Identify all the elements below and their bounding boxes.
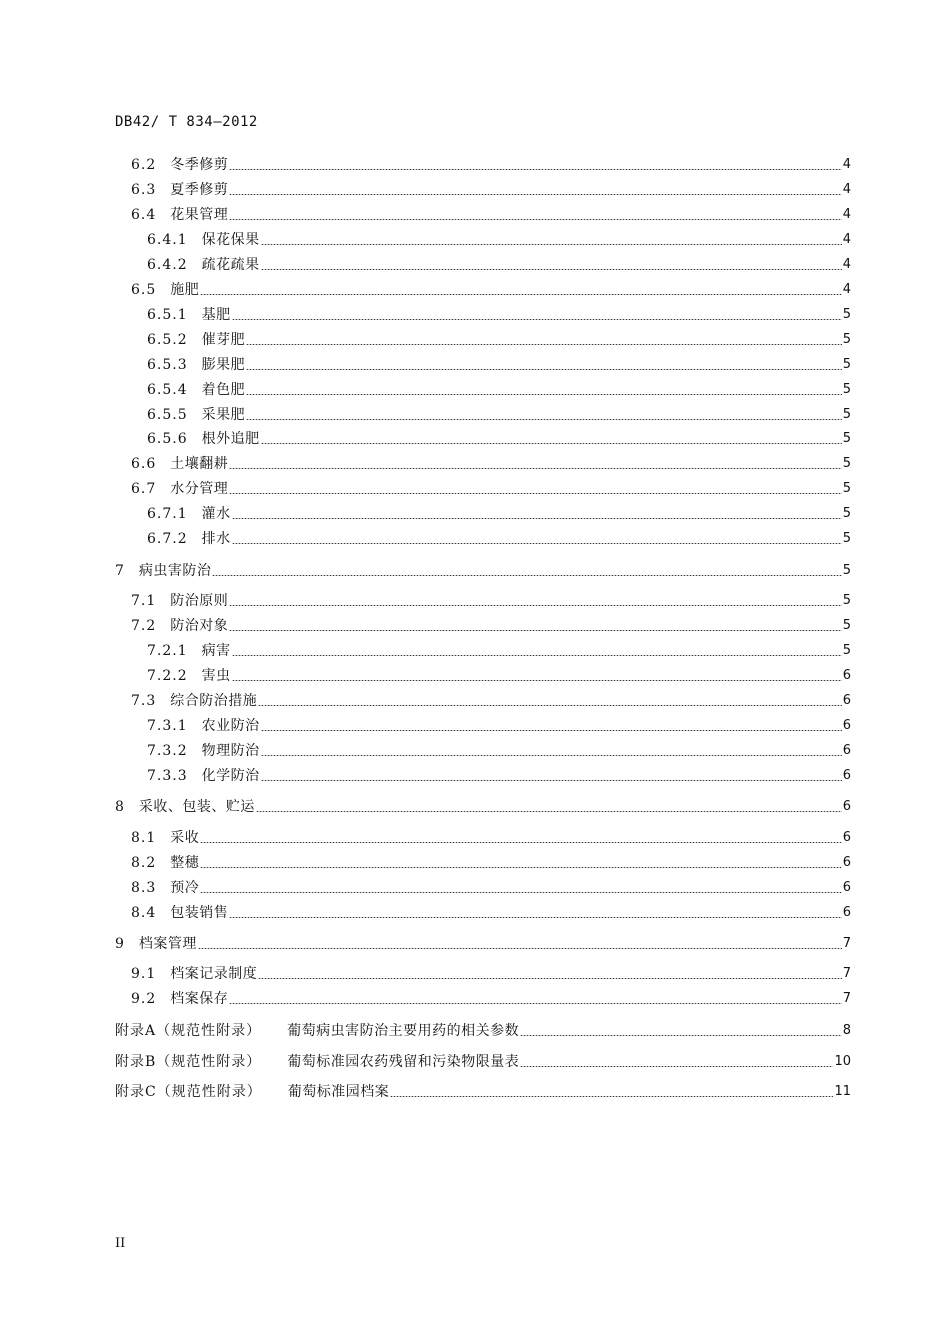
toc-entry[interactable] [131,853,851,873]
toc-entry[interactable] [131,616,851,636]
toc-entry-title: 防治对象 [170,618,229,634]
toc-entry-appendix-b[interactable] [115,1052,851,1072]
dot-leader [261,755,842,756]
toc-entry-number: 7.1 [131,593,157,609]
toc-entry-title: 综合防治措施 [170,693,258,709]
toc-entry-page: 7 [842,966,851,981]
dot-leader [200,892,841,893]
toc-entry-page: 11 [834,1084,851,1099]
toc-entry-number: 6.5.5 [147,407,188,423]
toc-entry-number: 6.5.2 [147,332,188,348]
toc-entry-page: 7 [842,991,851,1006]
toc-entry[interactable] [147,716,851,736]
toc-entry-page: 5 [842,506,851,521]
toc-entry-page: 5 [842,382,851,397]
toc-entry-page: 6 [842,799,851,814]
dot-leader [229,1003,841,1004]
toc-entry-title: 档案保存 [170,991,229,1007]
toc-entry-number: 6.4 [131,207,157,223]
toc-entry-page: 5 [842,531,851,546]
toc-entry-title: 根外追肥 [201,431,260,447]
toc-entry[interactable] [131,691,851,711]
dot-leader [232,680,842,681]
toc-entry-title: 农业防治 [201,718,260,734]
toc-entry-page: 6 [842,830,851,845]
dot-leader [520,1035,842,1036]
toc-entry-number: 8.4 [131,905,157,921]
toc-entry-title: 灌水 [201,506,231,522]
document-code: DB42/ T 834—2012 [115,114,258,130]
toc-entry-number: 6.7 [131,481,157,497]
toc-entry[interactable] [147,380,851,400]
dot-leader [246,344,842,345]
toc-entry[interactable] [147,405,851,425]
toc-entry[interactable] [147,305,851,325]
toc-entry[interactable] [115,797,851,817]
toc-entry-number: 6.7.2 [147,531,188,547]
toc-entry[interactable] [131,180,851,200]
toc-entry-title: 整穗 [170,855,200,871]
toc-entry-number: 9.1 [131,966,157,982]
dot-leader [261,244,842,245]
toc-entry-title: 档案管理 [138,936,197,952]
toc-entry[interactable] [131,989,851,1009]
toc-entry-number: 6.5 [131,282,157,298]
dot-leader [246,369,842,370]
dot-leader [261,730,842,731]
dot-leader [229,468,841,469]
toc-entry[interactable] [147,230,851,250]
toc-entry-page: 6 [842,855,851,870]
dot-leader [200,867,841,868]
toc-entry-page: 6 [842,668,851,683]
toc-entry[interactable] [147,741,851,761]
toc-entry-title: 保花保果 [201,232,260,248]
dot-leader [229,917,841,918]
toc-entry-page: 5 [842,593,851,608]
toc-entry[interactable] [147,666,851,686]
toc-entry-title: 冬季修剪 [170,157,229,173]
dot-leader [229,493,841,494]
toc-entry[interactable] [131,280,851,300]
dot-leader [232,543,842,544]
toc-entry-number: 6.6 [131,456,157,472]
toc-entry[interactable] [147,330,851,350]
toc-entry[interactable] [131,479,851,499]
toc-entry-number: 7.3 [131,693,157,709]
toc-entry-appendix-c[interactable] [115,1082,851,1102]
toc-entry-page: 5 [842,618,851,633]
toc-entry-number: 6.2 [131,157,157,173]
toc-entry-number: 6.5.4 [147,382,188,398]
toc-entry-page: 5 [842,481,851,496]
toc-entry[interactable] [147,255,851,275]
toc-entry-page: 7 [842,936,851,951]
toc-entry-number: 6.3 [131,182,157,198]
dot-leader [232,518,842,519]
toc-entry-number: 6.5.1 [147,307,188,323]
toc-entry-page: 6 [842,718,851,733]
toc-entry-number: 7.2.1 [147,643,188,659]
toc-entry-title: 害虫 [201,668,231,684]
toc-entry-number: 7.2.2 [147,668,188,684]
toc-entry[interactable] [147,355,851,375]
dot-leader [200,294,841,295]
dot-leader [390,1096,833,1097]
dot-leader [258,705,841,706]
toc-entry[interactable] [131,155,851,175]
toc-entry-number: 7.3.3 [147,768,188,784]
toc-entry-title: 包装销售 [170,905,229,921]
toc-entry-title: 催芽肥 [201,332,246,348]
toc-entry-title: 物理防治 [201,743,260,759]
toc-entry-number: 8.2 [131,855,157,871]
toc-entry-page: 4 [842,257,851,272]
dot-leader [246,419,842,420]
toc-entry-title: 葡萄标准园农药残留和污染物限量表 [287,1054,520,1070]
dot-leader [261,443,842,444]
toc-entry-page: 5 [842,563,851,578]
toc-entry-page: 6 [842,693,851,708]
toc-entry-title: 花果管理 [170,207,229,223]
toc-entry[interactable] [131,828,851,848]
toc-entry-title: 葡萄病虫害防治主要用药的相关参数 [287,1023,520,1039]
toc-entry-page: 8 [842,1023,851,1038]
toc-entry-page: 10 [834,1054,851,1069]
dot-leader [520,1066,833,1067]
toc-entry-title: 采果肥 [201,407,246,423]
toc-entry-title: 土壤翻耕 [170,456,229,472]
dot-leader [229,219,841,220]
toc-entry-page: 5 [842,456,851,471]
toc-entry-page: 6 [842,905,851,920]
dot-leader [256,811,842,812]
dot-leader [246,394,842,395]
toc-entry-number: 9.2 [131,991,157,1007]
dot-leader [229,169,841,170]
toc-entry-number: 8.3 [131,880,157,896]
toc-entry-title: 预冷 [170,880,200,896]
toc-entry[interactable] [131,964,851,984]
toc-entry-page: 5 [842,643,851,658]
dot-leader [229,630,841,631]
toc-entry-page: 5 [842,307,851,322]
toc-entry-number: 6.7.1 [147,506,188,522]
toc-entry-title: 排水 [201,531,231,547]
toc-entry-title: 档案记录制度 [170,966,258,982]
toc-entry-page: 4 [842,157,851,172]
toc-entry-page: 4 [842,182,851,197]
dot-leader [232,319,842,320]
toc-entry-number: 8.1 [131,830,157,846]
toc-entry[interactable] [131,454,851,474]
dot-leader [212,575,841,576]
toc-entry-number: 7.2 [131,618,157,634]
dot-leader [198,948,842,949]
toc-entry-page: 4 [842,232,851,247]
toc-entry[interactable] [147,429,851,449]
toc-entry[interactable] [131,205,851,225]
toc-entry[interactable] [115,934,851,954]
toc-entry-page: 6 [842,880,851,895]
dot-leader [258,978,841,979]
toc-entry-number: 6.5.6 [147,431,188,447]
toc-entry-number: 附录B（规范性附录） [115,1054,262,1070]
toc-entry-number: 附录C（规范性附录） [115,1084,262,1100]
toc-entry-number: 7.3.2 [147,743,188,759]
toc-entry[interactable] [115,561,851,581]
toc-entry-page: 6 [842,768,851,783]
toc-entry-title: 膨果肥 [201,357,246,373]
toc-entry-number: 6.4.1 [147,232,188,248]
toc-entry-page: 5 [842,431,851,446]
toc-entry-title: 施肥 [170,282,200,298]
page-number: II [115,1236,126,1251]
toc-entry-title: 夏季修剪 [170,182,229,198]
toc-entry-number: 7 [115,563,125,579]
toc-entry[interactable] [131,591,851,611]
toc-entry-number: 8 [115,799,125,815]
toc-entry-appendix-a[interactable] [115,1021,851,1041]
toc-entry-number: 6.4.2 [147,257,188,273]
toc-entry-title: 着色肥 [201,382,246,398]
toc-entry-title: 病虫害防治 [138,563,212,579]
toc-entry-page: 5 [842,407,851,422]
dot-leader [229,194,841,195]
toc-entry-number: 6.5.3 [147,357,188,373]
dot-leader [229,605,841,606]
toc-entry[interactable] [147,641,851,661]
toc-entry-page: 5 [842,332,851,347]
dot-leader [200,842,841,843]
toc-entry-title: 化学防治 [201,768,260,784]
toc-entry-title: 采收、包装、贮运 [138,799,255,815]
toc-entry[interactable] [147,766,851,786]
toc-entry-page: 5 [842,357,851,372]
toc-entry-number: 附录A（规范性附录） [115,1023,262,1039]
toc-entry-page: 4 [842,207,851,222]
toc-entry-title: 疏花疏果 [201,257,260,273]
toc-entry[interactable] [147,504,851,524]
toc-entry-title: 葡萄标准园档案 [287,1084,390,1100]
dot-leader [232,655,842,656]
dot-leader [261,780,842,781]
toc-entry-page: 4 [842,282,851,297]
toc-entry-title: 病害 [201,643,231,659]
toc-entry-title: 防治原则 [170,593,229,609]
toc-entry[interactable] [147,529,851,549]
dot-leader [261,269,842,270]
toc-entry-page: 6 [842,743,851,758]
toc-entry-title: 基肥 [201,307,231,323]
toc-entry[interactable] [131,903,851,923]
toc-entry-number: 9 [115,936,125,952]
toc-entry-title: 采收 [170,830,200,846]
toc-entry[interactable] [131,878,851,898]
toc-entry-number: 7.3.1 [147,718,188,734]
toc-entry-title: 水分管理 [170,481,229,497]
